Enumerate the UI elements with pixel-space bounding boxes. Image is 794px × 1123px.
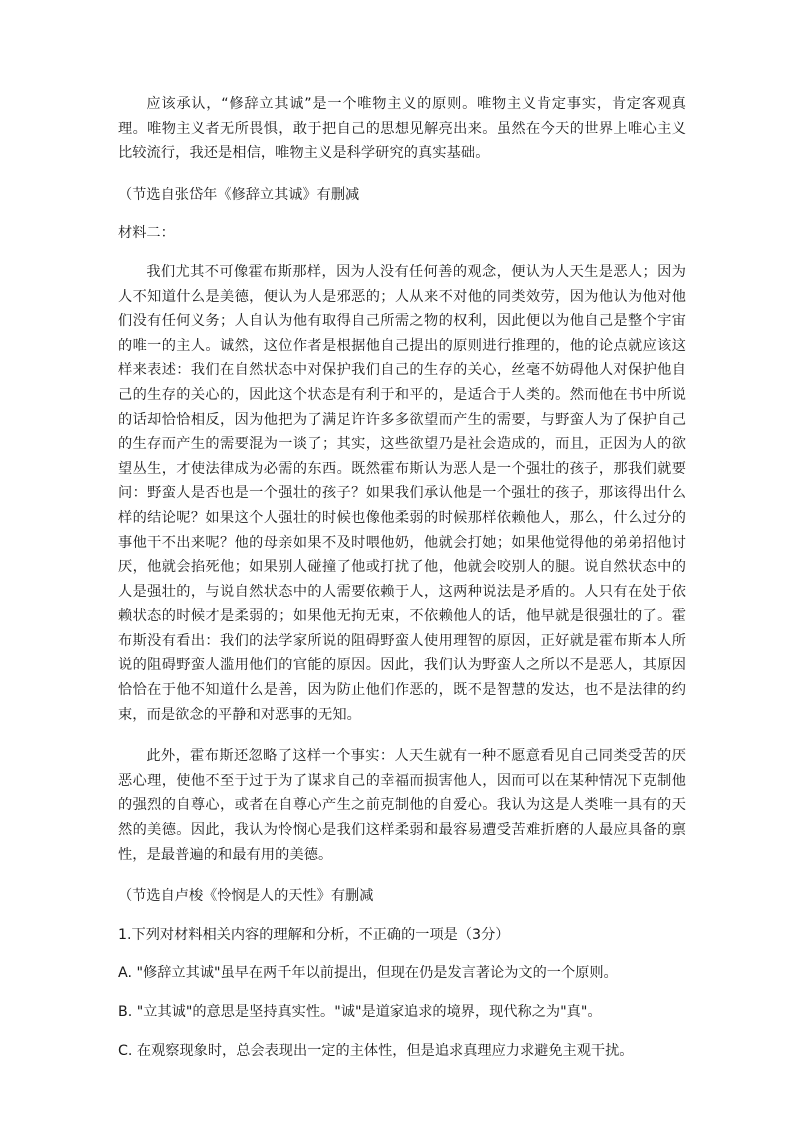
material-two-heading: 材料二： [118, 225, 175, 242]
option-b: B. "立其诚"的意思是坚持真实性。"诚"是道家追求的境界，现代称之为"真"。 [118, 1004, 602, 1020]
option-c: C. 在观察现象时，总会表现出一定的主体性，但是追求真理应力求避免主观干扰。 [118, 1042, 634, 1059]
spacer [118, 986, 686, 1000]
spacer [118, 909, 686, 923]
material-one-source: （节选自张岱年《修辞立其诚》有删减 [118, 186, 360, 203]
material-two-paragraph-1: 我们尤其不可像霍布斯那样，因为人没有任何善的观念，便认为人天生是恶人；因为人不知道什么是美德，便认为人是邪恶的；人从来不对他的同类效劳，因为他认为他对他们没有任何义务；人自认为他有取得自己所需之物的权利，因此便以为他自己是整个宇宙的唯一的主人。诚然，这位作者是根据他自己提出的原则进行推理的，他的论点就应该这样来表述：我们在自然状态中对保护我们自己的生存的关心，丝毫不妨碍他人对保护他自己的生存的关心的，因此这个状态是有利于和平的，是适合于人类的。然而他在书中所说的话却恰恰相反，因为他把为了满足许许多多欲望而产生的需要，与野蛮人为了保护自己的生存而产生的需要混为一谈了；其实，这些欲望乃是社会造成的，而且，正因为人的欲望丛生，才使法律成为必需的东西。既然霍布斯认为恶人是一个强壮的孩子，那我们就要问：野蛮人是否也是一个强壮的孩子？如果我们承认他是一个强壮的孩子，那该得出什么样的结论呢？如果这个人强壮的时候也像他柔弱的时候那样依赖他人，那么，什么过分的事他干不出来呢？他的母亲如果不及时喂他奶，他就会打她；如果他觉得他的弟弟招他讨厌，他就会掐死他；如果别人碰撞了他或打扰了他，他就会咬别人的腿。说自然状态中的人是强壮的，与说自然状态中的人需要依赖于人，这两种说法是矛盾的。人只有在处于依赖状态的时候才是柔弱的；如果他无拘无束，不依赖他人的话，他早就是很强壮的了。霍布斯没有看出：我们的法学家所说的阻碍野蛮人使用理智的原因，正好就是霍布斯本人所说的阻碍野蛮人滥用他们的官能的原因。因此，我们认为野蛮人之所以不是恶人，其原因恰恰在于他不知道什么是善，因为防止他们作恶的，既不是智慧的发达，也不是法律的约束，而是欲念的平静和对恶事的无知。 [118, 263, 686, 723]
spacer [118, 727, 686, 744]
spacer [118, 1025, 686, 1039]
option-a: A. "修辞立其诚"虽早在两千年以前提出，但现在仍是发言著论为文的一个原则。 [118, 965, 618, 982]
spacer [118, 166, 686, 183]
question-stem: 1.下列对材料相关内容的理解和分析，不正确的一项是（3分） [118, 926, 510, 943]
material-two-source: （节选自卢梭《怜悯是人的天性》有删减 [118, 888, 374, 905]
spacer [118, 947, 686, 961]
document-page [118, 92, 686, 1063]
material-two-paragraph-2: 此外，霍布斯还忽略了这样一个事实：人天生就有一种不愿意看见自己同类受苦的厌恶心理，使他不至于过于为了谋求自己的幸福而损害他人，因而可以在某种情况下克制他的强烈的自尊心，或者在自尊心产生之前克制他的自爱心。我认为这是人类唯一具有的天然的美德。因此，我认为怜悯心是我们这样柔弱和最容易遭受苦难折磨的人最应具备的禀性，是最普遍的和最有用的美德。 [118, 748, 686, 863]
spacer [118, 207, 686, 221]
material-one-closing-paragraph: 应该承认，“修辞立其诚”是一个唯物主义的原则。唯物主义肯定事实，肯定客观真理。唯物主义者无所畏惧，敢于把自己的思想见解亮出来。虽然在今天的世界上唯心主义比较流行，我还是相信，唯物主义是科学研究的真实基础。 [118, 96, 686, 162]
spacer [118, 867, 686, 884]
spacer [118, 246, 686, 260]
